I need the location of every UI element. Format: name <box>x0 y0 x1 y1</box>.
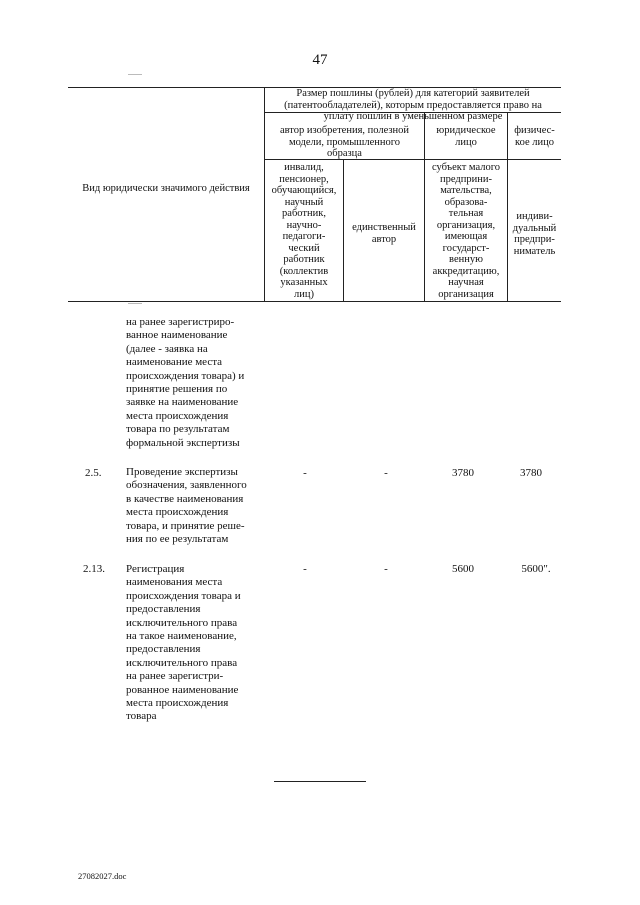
header-author-group <box>265 125 424 160</box>
text-line: предоставления <box>126 603 201 616</box>
text-line: ния по ее результатам <box>126 533 229 546</box>
text-line: ванное наименование <box>126 329 228 342</box>
text-line: рованное наименование <box>126 683 239 696</box>
text-line: имеющая <box>444 231 488 242</box>
text-line: места происхождения <box>126 697 229 710</box>
text-line: исключительного права <box>126 616 238 629</box>
text-line: мательства, <box>440 185 492 196</box>
document-id: 27082027.doc <box>78 871 127 881</box>
text-line: (далее - заявка на <box>126 342 208 355</box>
text-line: предпри- <box>514 234 555 245</box>
text-line: заявке на наименование <box>126 396 239 409</box>
text-line: научный <box>284 196 324 208</box>
text-line: единственный <box>352 222 416 233</box>
text-line: происхождения товара и <box>126 589 241 602</box>
text-line: работник <box>283 254 325 265</box>
text-line: обучающийся, <box>271 185 337 196</box>
text-line: Размер пошлины (рублей) для категорий заявителей <box>296 88 530 99</box>
text-line: указанных <box>280 277 328 288</box>
text-line: исключительного права <box>126 656 238 669</box>
text-line: организация, <box>436 219 496 231</box>
text-line: ческий <box>288 242 320 254</box>
text-line: (коллектив <box>279 265 329 277</box>
scan-mark <box>128 74 142 75</box>
text-line: аккредитацию, <box>432 265 500 277</box>
text-line: образова- <box>444 196 488 208</box>
text-line: образца <box>327 148 362 159</box>
text-line: предоставления <box>126 643 201 656</box>
text-line: государст- <box>442 242 490 254</box>
row-value-3: 5600 <box>452 563 474 575</box>
footer-rule <box>274 781 366 782</box>
text-line: места происхождения <box>126 409 229 422</box>
header-stub: Вид юридически значимого действия <box>82 183 250 194</box>
text-line: индиви- <box>516 211 553 222</box>
text-line: уплату пошлин в уменьшенном размере <box>323 111 503 122</box>
text-line: на ранее зарегистри- <box>126 670 224 683</box>
text-line: кое лицо <box>515 136 554 148</box>
header-col-small-business <box>425 162 507 300</box>
text-line: обозначения, заявленного <box>126 479 247 492</box>
text-line: научная <box>448 277 484 288</box>
continuation-text <box>126 316 258 450</box>
header-col-disabled <box>265 162 343 300</box>
text-line: ниматель <box>513 245 556 257</box>
text-line: лицо <box>455 136 477 148</box>
text-line: Регистрация <box>126 563 185 575</box>
text-line: венную <box>449 254 483 265</box>
text-line: пенсионер, <box>279 173 329 185</box>
text-line: тельная <box>448 208 484 219</box>
page-number: 47 <box>312 52 328 68</box>
text-line: юридическое <box>436 125 496 136</box>
text-line: формальной экспертизы <box>126 436 240 449</box>
text-line: на такое наименование, <box>126 630 237 643</box>
text-line: на ранее зарегистриро- <box>126 316 235 328</box>
text-line: места происхождения <box>126 506 229 519</box>
row-value-1: - <box>303 563 307 575</box>
row-description <box>126 563 258 724</box>
row-value-2: - <box>384 563 388 575</box>
text-line: педагоги- <box>282 231 326 242</box>
row-value-4: 5600". <box>521 563 551 575</box>
header-individual <box>508 125 561 148</box>
text-line: дуальный <box>512 222 557 234</box>
text-line: (патентообладателей), которым предоставляется право на <box>284 99 542 111</box>
row-description <box>126 466 258 546</box>
text-line: наименование места <box>126 356 223 369</box>
row-value-3: 3780 <box>452 467 474 479</box>
header-legal-entity <box>425 125 507 148</box>
text-line: Проведение экспертизы <box>126 466 238 478</box>
text-line: товара, и принятие реше- <box>126 519 245 532</box>
text-line: происхождения товара) и <box>126 369 245 382</box>
header-col-sole-author <box>344 222 424 245</box>
text-line: автор изобретения, полезной <box>279 125 410 136</box>
text-line: лиц) <box>294 288 314 300</box>
text-line: в качестве наименования <box>126 492 244 505</box>
text-line: субъект малого <box>431 162 501 173</box>
text-line: инвалид, <box>284 162 324 173</box>
text-line: принятие решения по <box>126 383 228 396</box>
row-value-4: 3780 <box>520 467 542 479</box>
row-number: 2.13. <box>83 563 105 575</box>
row-value-1: - <box>303 467 307 479</box>
text-line: товара по результатам <box>126 423 230 436</box>
text-line: предприни- <box>440 173 492 185</box>
text-line: автор <box>371 233 397 245</box>
text-line: физичес- <box>514 125 555 136</box>
header-fee-size <box>265 88 561 123</box>
text-line: товара <box>126 710 157 723</box>
text-line: модели, промышленного <box>288 136 401 148</box>
header-col-entrepreneur <box>508 211 561 257</box>
fee-table-header <box>68 87 561 302</box>
row-number: 2.5. <box>85 467 102 479</box>
scan-mark <box>128 303 142 304</box>
row-value-2: - <box>384 467 388 479</box>
text-line: организация <box>438 288 494 300</box>
text-line: наименования места <box>126 576 223 589</box>
text-line: работник, <box>282 208 326 219</box>
text-line: научно- <box>286 219 322 231</box>
